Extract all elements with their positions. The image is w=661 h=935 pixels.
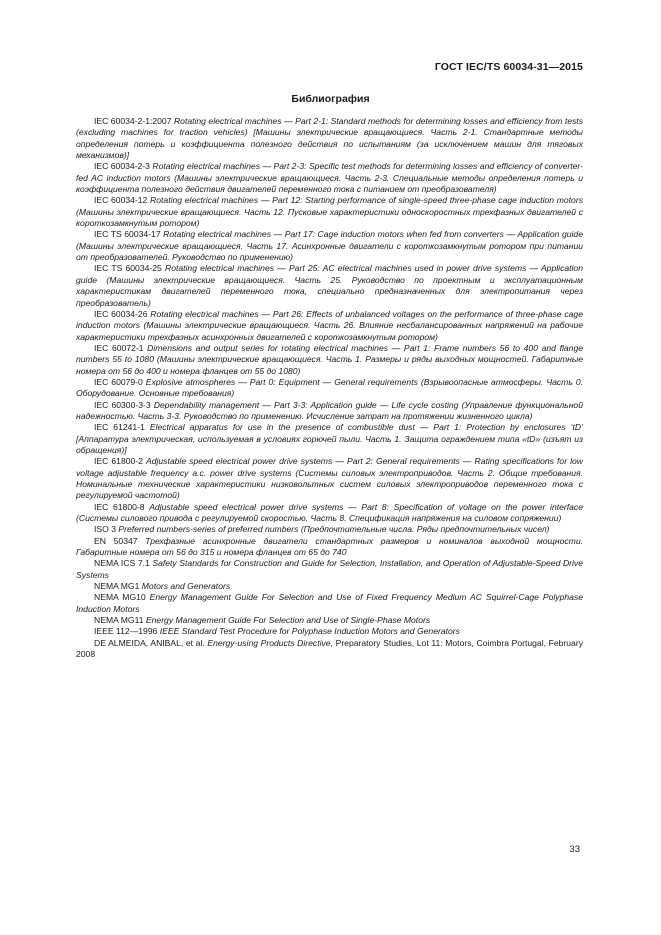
reference-item [76,502,583,525]
reference-code: IEC 60034-2-1:2007 [94,116,174,126]
reference-item [76,161,583,195]
reference-item [76,615,583,626]
reference-item [76,377,583,400]
reference-item [76,638,583,661]
reference-text: Safety Standards for Construction and Guide for Selection, Installation, and Operation of Adjustable-Speed Drive Systems [76,558,583,580]
reference-text: Rotating electrical machines — Part 2-1: Standard methods for determining losses and efficiency from tests (excluding machines for traction vehicles) [Машины электрические вращающиеся. Часть 2-1. Стандартные методы определения потерь и коэффициента полезного действия по испытаниям (за исключением машин для тяговых механизмов)] [76,116,583,161]
reference-list [76,116,583,661]
reference-details: Preparatory Studies, Lot 11: Motors, Coimbra Portugal, February 2008 [76,637,583,660]
reference-item [76,422,583,456]
bibliography-title: Библиография [291,93,370,105]
reference-code: IEC TS 60034-17 [94,229,164,240]
reference-code: NEMA MG11 [94,615,146,626]
reference-authors: DE ALMEIDA, ANIBAL, et al. [94,637,208,648]
reference-text: Rotating electrical machines — Part 12: Starting performance of single-speed three-phase cage induction motors (Машины электрические вращающиеся. Часть 12. Пусковые характеристики односкоростных трехфазных двигателей с короткозамкнутым ротором) [76,195,583,229]
reference-item [76,116,583,161]
reference-text: Energy Management Guide For Selection and Use of Fixed Frequency Medium AC Squirrel-Cage Polyphase Induction Motors [76,592,583,614]
reference-code: NEMA ICS 7.1 [94,558,153,569]
reference-code: IEC 60034-26 [94,308,151,319]
document-header: ГОСТ IEC/TS 60034-31—2015 [434,61,583,73]
reference-text: Electrical apparatus for use in the presence of combustible dust — Part 1: Protection by enclosures ‘tD’ [Аппаратура электрическая, используемая в условиях горючей пыли. Часть 1. Защита ограждением типа «tD» (изъят из обращения)] [76,422,584,455]
reference-text: Adjustable speed electrical power drive systems — Part 8: Specification of voltage on the power interface (Системы силового привода с регулируемой скоростью. Часть 8. Спецификация напряжения на силовом сопряжении) [76,501,584,524]
reference-item [76,592,583,615]
reference-code: NEMA MG10 [94,592,150,603]
reference-code: IEC 60034-12 [94,195,151,206]
reference-item [76,558,583,581]
reference-text: Rotating electrical machines — Part 25: AC electrical machines used in power drive systems — Application guide (Машины электрические вращающиеся. Часть 25. Руководство по проектным и эксплуатационным характеристикам двигателей переменного тока, специально предназначенных для электропитания через преобразователь) [76,263,583,308]
reference-code: IEC 60072-1 [94,342,148,353]
page-number: 33 [569,844,580,855]
reference-item [76,400,583,423]
reference-text: Rotating electrical machines — Part 17: Cage induction motors when fed from converters — Application guide (Машины электрические вращающиеся. Часть 17. Асинхронные двигатели с короткозамкнутым ротором при питании от преобразователей. Руководство по применению) [76,229,583,263]
reference-title: Energy-using Products Directive, [207,637,333,648]
reference-item [76,524,583,535]
reference-code: NEMA MG1 [94,581,142,592]
reference-code: IEC TS 60034-25 [94,263,165,274]
reference-text: Rotating electrical machines — Part 26: Effects of unbalanced voltages on the performance of three-phase cage induction motors (Машины электрические вращающиеся. Часть 26. Влияние несбалансированных напряжений на рабочие характеристики трехфазных асинхронных двигателей с короткозамкнутым ротором) [76,308,583,342]
reference-code: IEC 60079-0 [94,376,146,387]
reference-code: EN 50347 [94,535,146,546]
reference-item [76,581,583,592]
reference-item [76,536,583,559]
reference-item [76,229,583,263]
reference-text: Dependability management — Part 3-3: Application guide — Life cycle costing (Управление функциональной надежностью. Часть 3-3. Руководство по применению. Исчисление затрат на протяжении жизненного цикла) [76,399,583,421]
reference-item [76,309,583,343]
reference-item [76,343,583,377]
reference-code: IEC 60300-3-3 [94,399,154,410]
reference-text: Motors and Generators [141,581,231,592]
reference-item [76,456,583,501]
reference-text: Трехфазные асинхронные двигатели стандартных размеров и номиналов выходной мощности. Габаритные номера от 56 до 315 и номера фланцев от 65 до 740 [76,535,583,558]
reference-item [76,263,583,308]
reference-text: Energy Management Guide For Selection and Use of Single-Phase Motors [145,615,431,626]
reference-text: Preferred numbers-series of preferred numbers (Предпочтительные числа. Ряды предпочтительных чисел) [118,524,550,535]
reference-code: IEC 61800-8 [94,501,150,512]
reference-code: IEEE 112—1996 [94,626,160,637]
reference-text: Rotating electrical machines — Part 2-3: Specific test methods for determining losses and efficiency of converter-fed AC induction motors (Машины электрические вращающиеся. Часть 2-3. Специальные методы определения потерь и коэффициента полезного действия двигателей переменного тока с питанием от преобразователя) [76,161,583,195]
reference-text: IEEE Standard Test Procedure for Polyphase Induction Motors and Generators [159,626,460,637]
reference-code: IEC 61241-1 [94,422,150,433]
reference-text: Explosive atmospheres — Part 0: Equipment — General requirements (Взрывоопасные атмосферы. Часть 0. Оборудование. Основные требования) [76,376,583,399]
reference-text: Dimensions and output series for rotating electrical machines — Part 1: Frame numbers 56 to 400 and flange numbers 55 to 1080 (Машины электрические вращающиеся. Часть 1. Размеры и ряды выходных мощностей. Габаритные номера от 56 до 400 и номера фланцев от 55 до 1080) [76,342,583,376]
reference-text: Adjustable speed electrical power drive systems — Part 2: General requirements — Rating specifications for low voltage adjustable frequency a.c. power drive systems (Системы силовых электроприводов. Часть 2. Общие требования. Номинальные технические характеристики низковольтных систем силовых электроприводов переменного тока с регулируемой частотой) [76,456,584,501]
reference-item [76,626,583,637]
reference-code: ISO 3 [94,524,119,535]
reference-item [76,195,583,229]
reference-code: IEC 60034-2-3 [94,161,153,172]
reference-code: IEC 61800-2 [94,456,146,467]
